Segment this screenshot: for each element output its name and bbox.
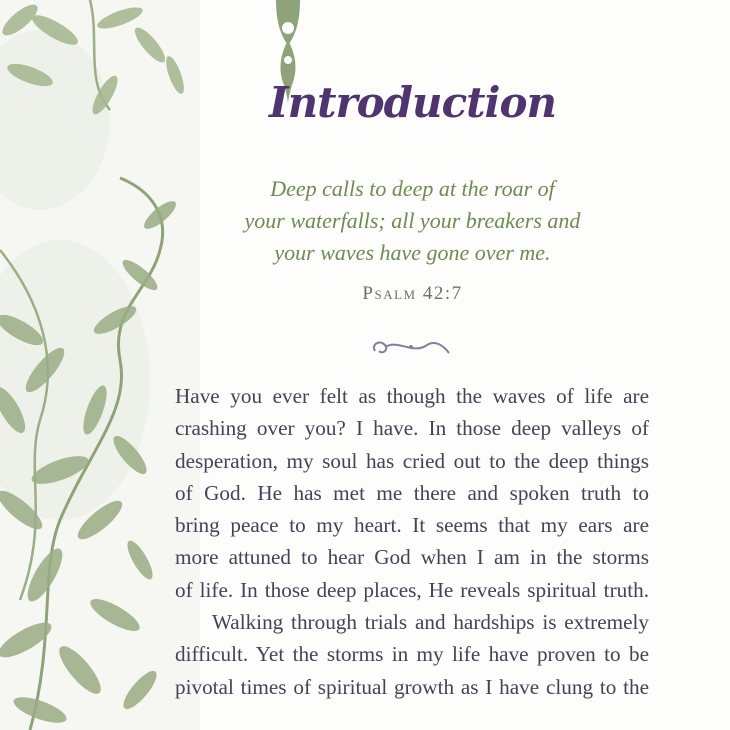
body-line: pivotal times of spiritual growth as I have clung to the [175,674,649,699]
body-line: Have you ever felt as though the waves of life are [175,384,649,408]
epigraph-line: your waves have gone over me. [274,240,551,265]
body-line: more attuned to hear God when I am in the storms [175,545,649,570]
epigraph-line: Deep calls to deep at the roar of [270,176,555,201]
body-line: difficult. Yet the storms in my life have proven to be [175,642,649,667]
body-line: of God. He has met me there and spoken truth to [175,480,649,505]
epigraph [175,173,650,269]
body-line: crashing over you? I have. In those deep valleys of [175,416,649,441]
page-title: Introduction [268,78,557,127]
body-line: bring peace to my heart. It seems that my ears are [175,513,649,538]
epigraph-citation: Psalm 42:7 [362,283,463,304]
flourish-ornament [369,335,453,361]
introduction-body [175,380,649,703]
body-line: of life. In those deep places, He reveals spiritual truth. [175,577,649,602]
body-line: desperation, my soul has cried out to the deep things [175,448,649,473]
epigraph-line: your waterfalls; all your breakers and [244,208,581,233]
body-line: Walking through trials and hardships is extremely [212,610,649,635]
